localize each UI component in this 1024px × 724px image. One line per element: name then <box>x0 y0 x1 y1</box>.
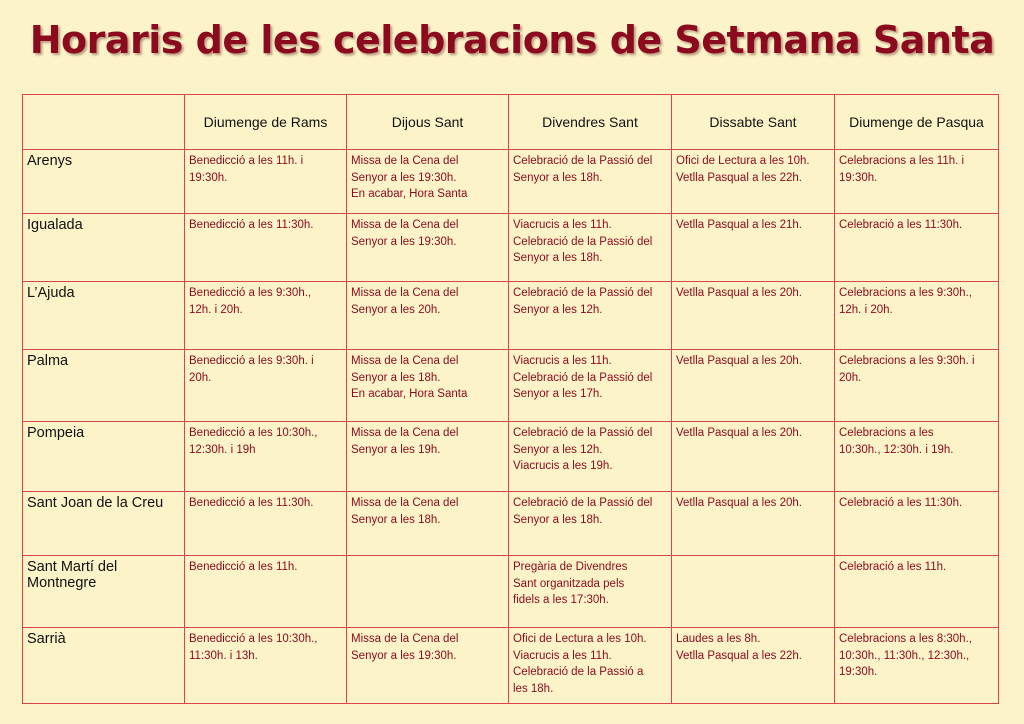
schedule-cell: Vetlla Pasqual a les 20h. <box>672 492 835 556</box>
schedule-cell: Celebració de la Passió del Senyor a les 18h. <box>509 492 672 556</box>
schedule-cell: Viacrucis a les 11h. Celebració de la Passió del Senyor a les 18h. <box>509 214 672 282</box>
place-name: Sant Joan de la Creu <box>23 492 185 556</box>
schedule-cell: Celebracions a les 9:30h., 12h. i 20h. <box>835 282 999 350</box>
place-name: Pompeia <box>23 422 185 492</box>
schedule-cell <box>347 556 509 628</box>
place-name: Sant Martí del Montnegre <box>23 556 185 628</box>
column-header: Divendres Sant <box>509 95 672 150</box>
header-row <box>23 95 999 150</box>
column-header: Diumenge de Rams <box>185 95 347 150</box>
column-header: Diumenge de Pasqua <box>835 95 999 150</box>
schedule-cell: Celebració a les 11:30h. <box>835 214 999 282</box>
table-row <box>23 350 999 422</box>
place-name: L’Ajuda <box>23 282 185 350</box>
column-header-empty <box>23 95 185 150</box>
schedule-cell: Laudes a les 8h. Vetlla Pasqual a les 22h. <box>672 628 835 704</box>
schedule-cell: Vetlla Pasqual a les 20h. <box>672 422 835 492</box>
table-row <box>23 150 999 214</box>
schedule-cell: Celebracions a les 9:30h. i 20h. <box>835 350 999 422</box>
schedule-cell: Missa de la Cena del Senyor a les 18h. <box>347 492 509 556</box>
schedule-cell: Viacrucis a les 11h. Celebració de la Passió del Senyor a les 17h. <box>509 350 672 422</box>
table-row <box>23 422 999 492</box>
schedule-cell: Pregària de Divendres Sant organitzada pels fidels a les 17:30h. <box>509 556 672 628</box>
table-row <box>23 628 999 704</box>
place-name: Palma <box>23 350 185 422</box>
schedule-cell: Missa de la Cena del Senyor a les 19:30h. <box>347 214 509 282</box>
schedule-cell: Celebració de la Passió del Senyor a les 12h. <box>509 282 672 350</box>
schedule-cell: Vetlla Pasqual a les 20h. <box>672 350 835 422</box>
schedule-table <box>22 94 999 704</box>
schedule-cell: Vetlla Pasqual a les 21h. <box>672 214 835 282</box>
schedule-cell: Missa de la Cena del Senyor a les 19:30h. En acabar, Hora Santa <box>347 150 509 214</box>
table-row <box>23 556 999 628</box>
table-row <box>23 282 999 350</box>
column-header: Dissabte Sant <box>672 95 835 150</box>
schedule-cell: Missa de la Cena del Senyor a les 19h. <box>347 422 509 492</box>
schedule-cell: Missa de la Cena del Senyor a les 20h. <box>347 282 509 350</box>
schedule-cell: Missa de la Cena del Senyor a les 19:30h. <box>347 628 509 704</box>
schedule-cell: Benedicció a les 9:30h., 12h. i 20h. <box>185 282 347 350</box>
schedule-cell <box>672 556 835 628</box>
page-title: Horaris de les celebracions de Setmana Santa <box>29 18 995 62</box>
place-name: Arenys <box>23 150 185 214</box>
table-row <box>23 492 999 556</box>
place-name: Sarrià <box>23 628 185 704</box>
schedule-cell: Celebració de la Passió del Senyor a les 12h. Viacrucis a les 19h. <box>509 422 672 492</box>
schedule-cell: Celebracions a les 8:30h., 10:30h., 11:30h., 12:30h., 19:30h. <box>835 628 999 704</box>
schedule-cell: Ofici de Lectura a les 10h. Viacrucis a les 11h. Celebració de la Passió a les 18h. <box>509 628 672 704</box>
schedule-cell: Benedicció a les 11:30h. <box>185 214 347 282</box>
schedule-cell: Celebració de la Passió del Senyor a les 18h. <box>509 150 672 214</box>
schedule-cell: Celebracions a les 11h. i 19:30h. <box>835 150 999 214</box>
schedule-cell: Benedicció a les 11h. <box>185 556 347 628</box>
schedule-cell: Celebració a les 11h. <box>835 556 999 628</box>
place-name: Igualada <box>23 214 185 282</box>
schedule-cell: Missa de la Cena del Senyor a les 18h. En acabar, Hora Santa <box>347 350 509 422</box>
schedule-cell: Celebració a les 11:30h. <box>835 492 999 556</box>
schedule-cell: Benedicció a les 10:30h., 11:30h. i 13h. <box>185 628 347 704</box>
schedule-cell: Ofici de Lectura a les 10h. Vetlla Pasqual a les 22h. <box>672 150 835 214</box>
column-header: Dijous Sant <box>347 95 509 150</box>
schedule-cell: Celebracions a les 10:30h., 12:30h. i 19h. <box>835 422 999 492</box>
schedule-cell: Benedicció a les 11h. i 19:30h. <box>185 150 347 214</box>
schedule-cell: Benedicció a les 9:30h. i 20h. <box>185 350 347 422</box>
schedule-cell: Vetlla Pasqual a les 20h. <box>672 282 835 350</box>
table-row <box>23 214 999 282</box>
schedule-cell: Benedicció a les 10:30h., 12:30h. i 19h <box>185 422 347 492</box>
schedule-cell: Benedicció a les 11:30h. <box>185 492 347 556</box>
